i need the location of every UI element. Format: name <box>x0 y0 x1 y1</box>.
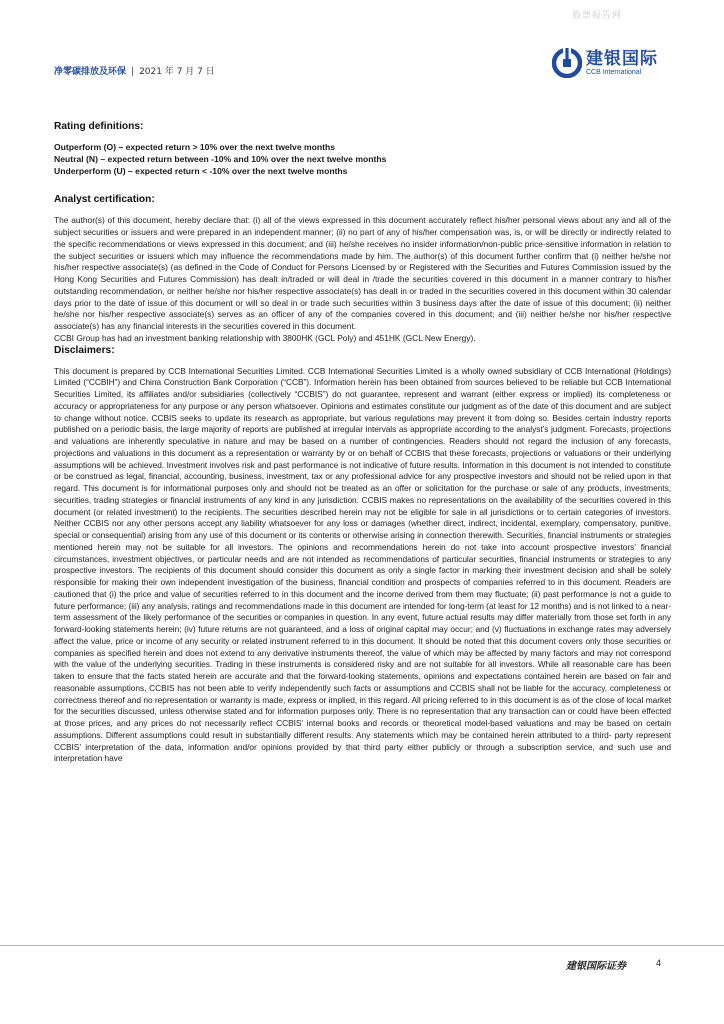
rating-definitions-section <box>54 121 671 177</box>
header-date: 2021 年 7 月 7 日 <box>139 67 215 77</box>
page-content <box>54 121 671 765</box>
header-section-date <box>54 64 215 77</box>
page-number: 4 <box>656 958 662 968</box>
watermark: 股票报告网 <box>572 11 623 21</box>
rating-neutral: Neutral (N) – expected return between -10% and 10% over the next twelve months <box>54 153 387 164</box>
footer-divider <box>0 945 724 946</box>
ccb-logo-icon <box>552 48 582 78</box>
rating-definitions-list <box>54 142 671 177</box>
footer-brand: 建银国际证券 <box>566 961 626 972</box>
analyst-certification-title: Analyst certification: <box>54 194 155 206</box>
disclaimers-section <box>54 345 671 766</box>
header-sector: 净零碳排放及环保 <box>54 67 127 77</box>
rating-definitions-title: Rating definitions: <box>54 121 144 132</box>
ccbi-logo <box>552 48 658 78</box>
rating-outperform: Outperform (O) – expected return > 10% over the next twelve months <box>54 142 336 152</box>
header-separator: | <box>131 67 135 77</box>
analyst-certification-section <box>54 194 671 344</box>
logo-chinese-name: 建银国际 <box>586 48 658 69</box>
disclaimers-title: Disclaimers: <box>54 344 115 356</box>
analyst-certification-paragraph: The author(s) of this document, hereby declare that: (i) all of the views expressed in this document accurately reflect his/her personal views about any and all of the subject securities or issuers and were prepared in an independent manner; (ii) no part of any of his/her compensation was, is, or will be directly or indirectly related to the specific recommendations or views expressed in this document; and (iii) he/she receives no insider information/non-public price-sensitive information in relation to the subject securities or issuers which may influence the recommendations made by him. The author(s) of this document further confirm that (i) neither he/she nor his/her respective associate(s) (as defined in the Code of Conduct for Persons Licensed by or Registered with the Securities and Futures Commission issued by the Hong Kong Securities and Futures Commission) has dealt in/traded or will deal in /trade the securities covered in this document in a manner contrary to his/her outstanding recommendation, or neither he/she nor his/her respective associate(s) has dealt in or traded in the securities covered in this document within 30 calendar days prior to the date of issue of this document or will so deal in or trade such securities within 3 business days after the date of issue of this document; (ii) neither he/she nor his/her respective associate(s) serves as an officer of any of the companies covered in this document; and (iii) neither he/she nor his/her respective associate(s) has any financial interests in the securities covered in this document. <box>54 215 671 332</box>
rating-underperform: Underperform (U) – expected return < -10% over the next twelve months <box>54 165 348 176</box>
logo-english-name: CCB International <box>586 68 642 76</box>
disclaimers-paragraph: This document is prepared by CCB International Securities Limited. CCB International Securities Limited is a wholly owned subsidiary of CCB International (Holdings) Limited (“CCBIH”) and China Construction Bank Corporation (“CCB”). Information herein has been obtained from sources believed to be reliable but CCB International Securities Limited, its affiliates and/or subsidiaries (collectively “CCBIS”) do not guarantee, represent and warrant (either express or implied) its completeness or accuracy or appropriateness for any purpose or any person whatsoever. Opinions and estimates constitute our judgment as of the date of this document and are subject to change without notice. CCBIS seeks to update its research as appropriate, but various regulations may prevent it from doing so. Besides certain industry reports published on a periodic basis, the large majority of reports are published at irregular intervals as appropriate according to the analyst’s judgment. Forecasts, projections and valuations are inherently speculative in nature and may be based on a number of contingencies. Readers should not regard the inclusion of any forecasts, projections and valuations in this document as a representation or warranty by or on behalf of CCBIS that these forecasts, projections or valuations or their underlying assumptions will be achieved. Investment involves risk and past performance is not indicative of future results. Information in this document is not intended to constitute or be construed as legal, financial, accounting, business, investment, tax or any professional advice for any prospective investors and should not be relied upon in that regard. This document is for informational purposes only and should not be treated as an offer or solicitation for the purchase or sale of any products, investments, securities, trading strategies or financial instruments of any kind in any jurisdiction. CCBIS makes no representations on the availability of the securities covered in this document (or related investment) to the recipients. The securities described herein may not be eligible for sale in all jurisdictions or to certain categories of investors. Neither CCBIS nor any other persons accept any liability whatsoever for any loss or damages (whether direct, indirect, incidental, exemplary, compensatory, punitive, special or consequential) arising from any use of this document or its contents or otherwise arising in connection therewith. Securities, financial instruments or strategies mentioned herein may not be suitable for all investors. The opinions and recommendations herein do not take into account prospective investors’ financial circumstances, investment objectives, or particular needs and are not intended as recommendations of particular securities, financial instruments or strategies to any prospective investors. The recipients of this document should consider this document as only a single factor in marking their investment decision and shall be solely responsible for making their own independent investigation of the business, financial condition and prospects of companies referred to in this document. Readers are cautioned that (i) the price and value of securities referred to in this document and the income derived from them may fluctuate; (ii) past performance is not a guide to future performance; (iii) any analysis, ratings and recommendations made in this document are intended for long-term (at least for 12 months) and is not linked to a near-term assessment of the likely performance of the securities or companies in question. In any event, future actual results may differ materially from those set forth in any forward-looking statements herein; (iv) future returns are not guaranteed, and a loss of original capital may occur; and (v) fluctuations in exchange rates may adversely affect the value, price or income of any security or related instrument referred to in this document. It should be noted that this document covers only those securities or companies as specified herein and does not extend to any derivative instruments thereof, the value of which may be affected by many factors and may not correspond with the value of the underlying securities. Trading in these instruments is considered risky and are not suitable for all investors. While all reasonable care has been taken to ensure that the facts stated herein are accurate and that the forward-looking statements, opinions and expectations contained herein are based on fair and reasonable assumptions, CCBIS has not been able to verify independently such facts or assumptions and CCBIS shall not be liable for the accuracy, completeness or correctness thereof and no representation or warranty is made, express or implied, in this regard. All pricing referred to in this document is as of the close of local market for the securities discussed, unless otherwise stated and for information purposes only. There is no representation that any transaction can or could have been effected at those prices, and any prices do not necessarily reflect CCBIS’ internal books and records or theoretical model-based valuations and may be based on certain assumptions. Different assumptions could result in substantially different results. Any statements which may be contained herein attributed to a third- party represent CCBIS’ interpretation of the data, information and/or opinions provided by that third party either publicly or through a subscription service, and such use and interpretation have <box>54 365 671 764</box>
investment-banking-relationship-note: CCBI Group has had an investment banking relationship with 3800HK (GCL Poly) and 451HK (GCL New Energy). <box>54 332 476 343</box>
